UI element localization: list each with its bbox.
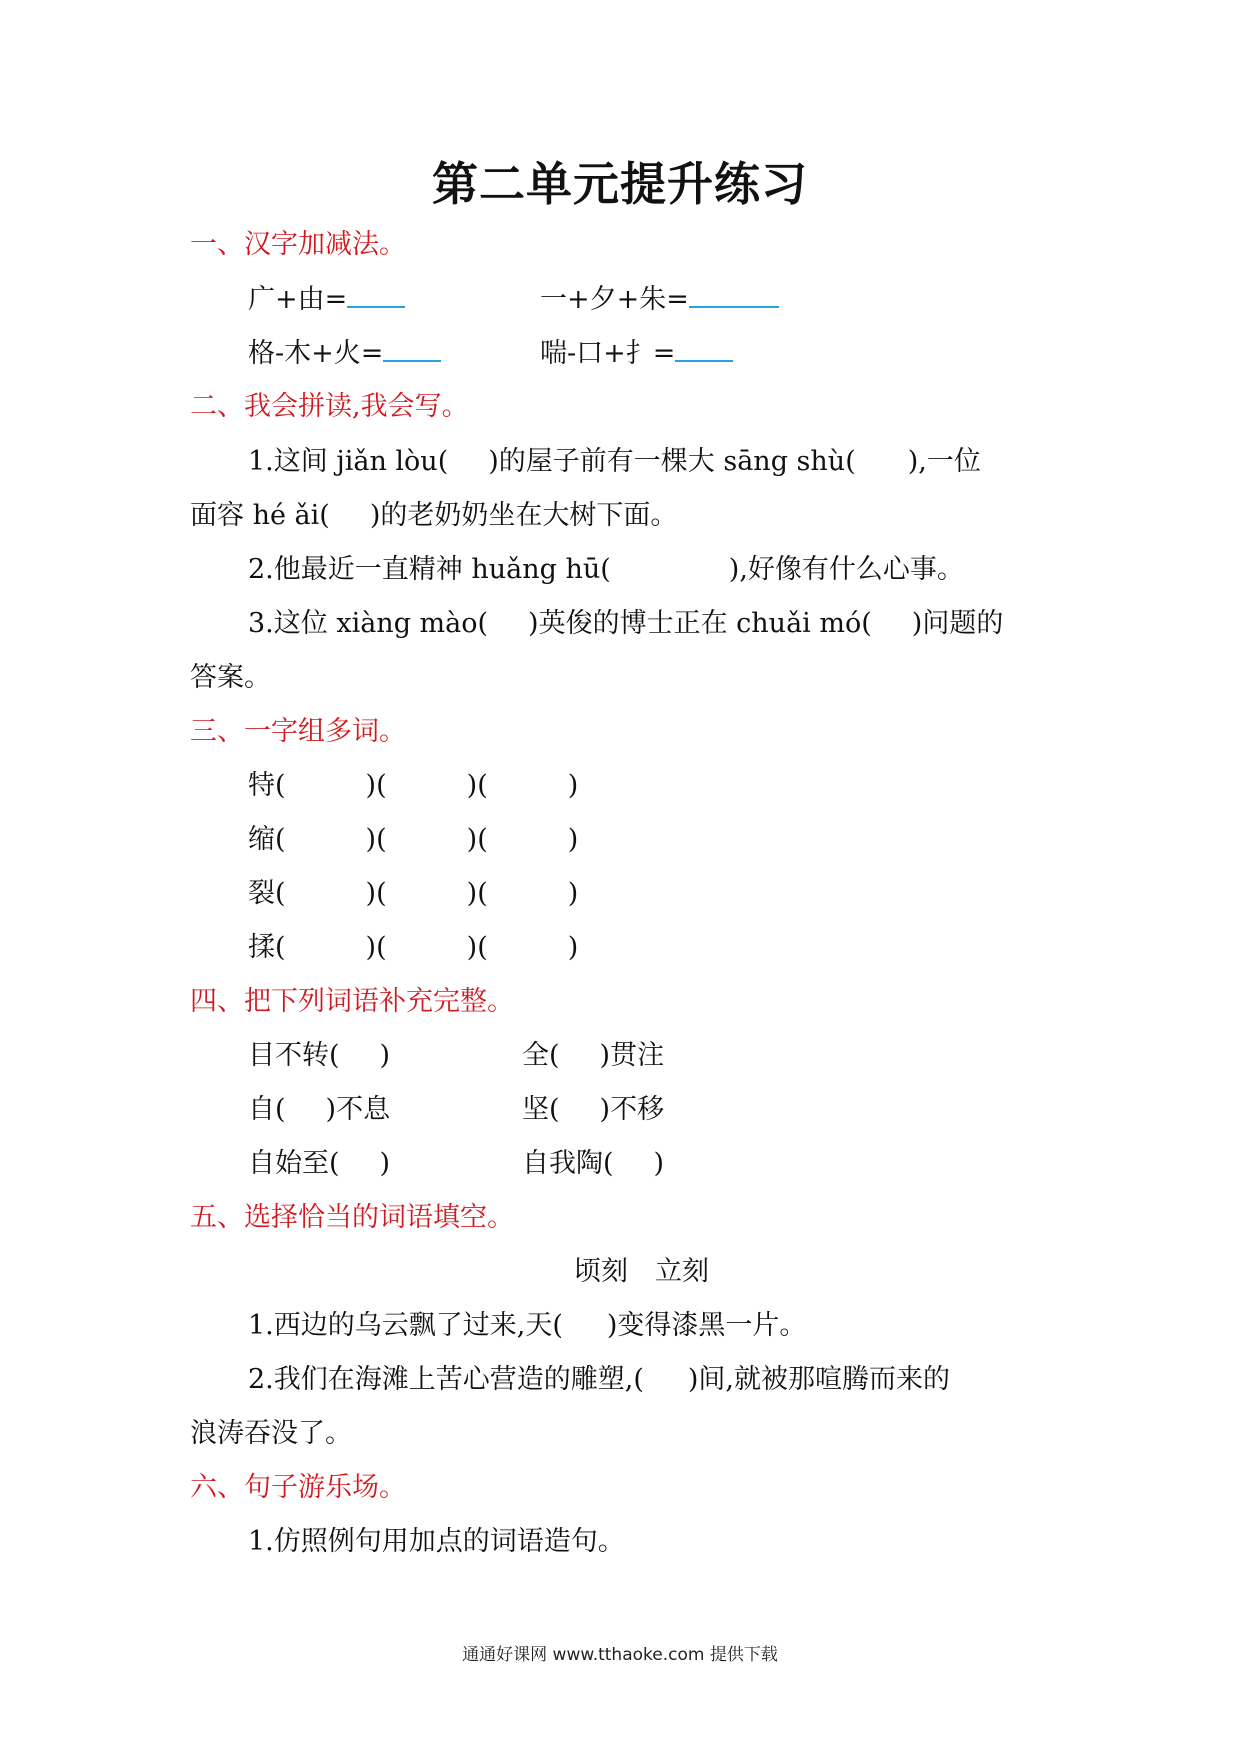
word-group-row: 特( )( )( ) (248, 770, 579, 801)
question-5-2-cont: 浪涛吞没了。 (190, 1418, 352, 1449)
question-text: )的老奶奶坐在大树下面。 (369, 500, 678, 531)
idiom-item: 自我陶( ) (522, 1148, 665, 1179)
idiom-item: 坚( )不移 (522, 1094, 665, 1125)
word-group-row: 揉( )( )( ) (248, 932, 579, 963)
character: 揉 (248, 932, 275, 963)
question-text: 面容 hé ǎi( (190, 500, 330, 531)
character: 特 (248, 770, 275, 801)
exercise-1a (248, 277, 405, 316)
section-3-heading: 三、一字组多词。 (190, 716, 406, 747)
question-6-1: 1.仿照例句用加点的词语造句。 (248, 1526, 625, 1557)
exercise-1b (540, 277, 779, 316)
exercise-1c (248, 331, 441, 370)
question-text: ),一位 (907, 446, 981, 477)
exercise-text: 格-木+火= (248, 338, 384, 369)
section-1-heading: 一、汉字加减法。 (190, 229, 406, 260)
exercise-1d (540, 331, 733, 370)
answer-blank[interactable] (675, 336, 733, 362)
idiom-item: 全( )贯注 (522, 1040, 665, 1071)
answer-blank[interactable] (347, 282, 405, 308)
character: 裂 (248, 878, 275, 909)
question-2-3-cont: 答案。 (190, 662, 271, 693)
footer-credit: 通通好课网 www.tthaoke.com 提供下载 (462, 1645, 778, 1665)
question-5-2: 2.我们在海滩上苦心营造的雕塑,( )间,就被那喧腾而来的 (248, 1364, 951, 1395)
exercise-text: 一+夕+朱= (540, 284, 689, 315)
question-text: )英俊的博士正在 chuǎi mó( (528, 608, 872, 639)
question-text: 3.这位 xiàng mào( (248, 608, 489, 639)
answer-blank[interactable] (689, 282, 779, 308)
question-2-3 (248, 601, 1003, 640)
idiom-item: 目不转( ) (248, 1040, 391, 1071)
idiom-item: 自( )不息 (248, 1094, 391, 1125)
character: 缩 (248, 824, 275, 855)
question-text: )问题的 (911, 608, 1004, 639)
section-2-heading: 二、我会拼读,我会写。 (190, 391, 469, 422)
question-2-1 (248, 439, 981, 478)
idiom-item: 自始至( ) (248, 1148, 391, 1179)
section-5-heading: 五、选择恰当的词语填空。 (190, 1202, 514, 1233)
answer-blank[interactable] (383, 336, 441, 362)
question-2-2 (248, 547, 964, 586)
word-choices: 顷刻 立刻 (574, 1256, 709, 1287)
exercise-text: 喘-口+扌= (540, 338, 676, 369)
question-text: )的屋子前有一棵大 sāng shù( (488, 446, 856, 477)
section-6-heading: 六、句子游乐场。 (190, 1472, 406, 1503)
word-group-row: 缩( )( )( ) (248, 824, 579, 855)
section-4-heading: 四、把下列词语补充完整。 (190, 986, 514, 1017)
question-text: ),好像有什么心事。 (728, 554, 964, 585)
question-2-1-cont (190, 493, 677, 532)
question-text: 2.他最近一直精神 huǎng hū( (248, 554, 611, 585)
word-group-row: 裂( )( )( ) (248, 878, 579, 909)
question-text: 1.这间 jiǎn lòu( (248, 446, 449, 477)
page-title: 第二单元提升练习 (432, 157, 808, 211)
question-5-1: 1.西边的乌云飘了过来,天( )变得漆黑一片。 (248, 1310, 807, 1341)
exercise-text: 广+由= (248, 284, 348, 315)
